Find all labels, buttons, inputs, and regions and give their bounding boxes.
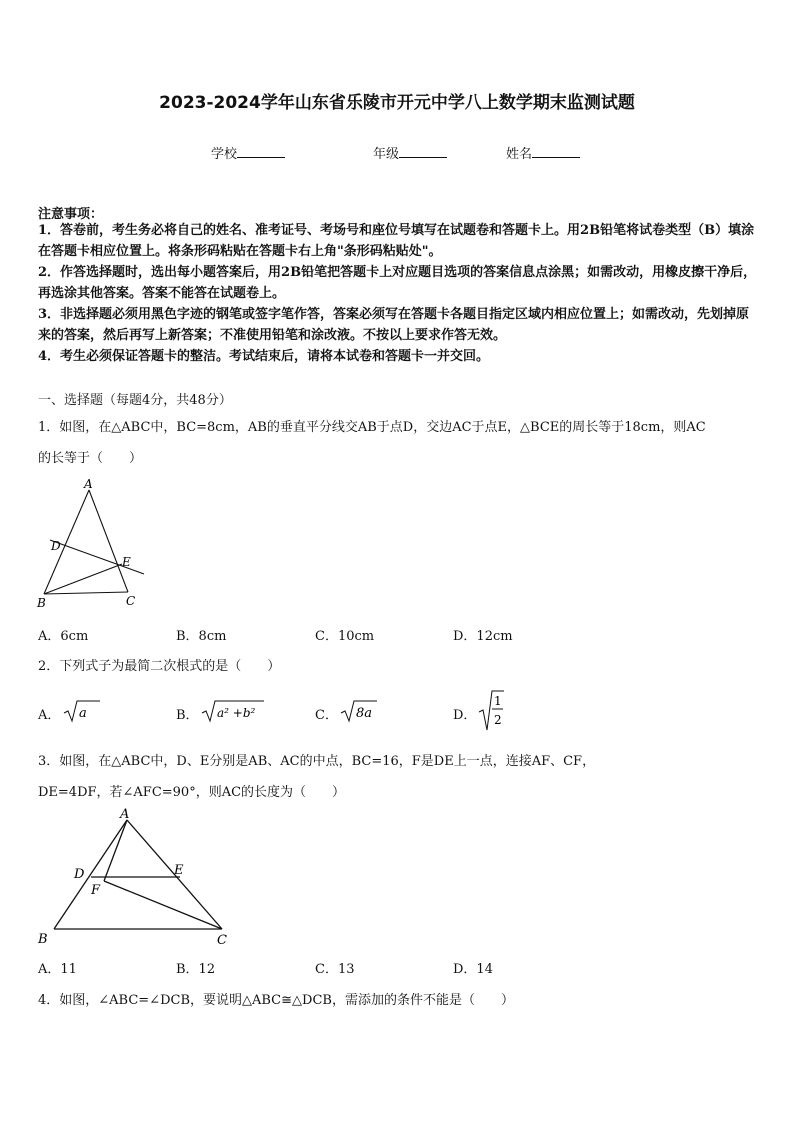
name-label: 姓名 [506, 147, 533, 162]
notice-item-3: 3．非选择题必须用黑色字迹的钢笔或签字笔作答，答案必须写在答题卡各题目指定区域内相应位置上；如需改动，先划掉原来的答案，然后再写上新答案；不准使用铅笔和涂改液。不按以上要求作答无效。 [38, 307, 750, 343]
page-title: 2023-2024学年山东省乐陵市开元中学八上数学期末监测试题 [159, 93, 635, 113]
q2-option-d-num: 1 [494, 694, 502, 708]
q4-stem: 4．如图，∠ABC=∠DCB，要说明△ABC≅△DCB，需添加的条件不能是（ ） [38, 993, 514, 1008]
q1-label-e: E [122, 555, 131, 569]
q2-option-c-expr: 8a [356, 706, 373, 721]
notice-item-1: 1．答卷前，考生务必将自己的姓名、准考证号、考场号和座位号填写在试题卷和答题卡上。用2B铅笔将试卷类型（B）填涂在答题卡相应位置上。将条形码粘贴在答题卡右上角"条形码粘贴处"。 [38, 223, 755, 259]
q3-label-a: A [120, 807, 130, 822]
q1-stem-line2: 的长等于（ ） [38, 451, 143, 466]
q1-label-a: A [84, 477, 93, 491]
q1-label-d: D [51, 539, 61, 553]
q2-option-b-radical [200, 697, 266, 725]
name-blank [532, 145, 580, 158]
q3-option-a: A．11 [38, 962, 77, 977]
q3-option-c: C．13 [315, 962, 355, 977]
q1-label-c: C [126, 594, 136, 608]
q1-triangle-figure [36, 476, 156, 612]
school-field [211, 143, 285, 162]
q1-option-c: C．10cm [315, 629, 375, 644]
q2-option-d-radical [477, 688, 505, 732]
q1-option-d: D．12cm [453, 629, 513, 644]
notice-item-2: 2．作答选择题时，选出每小题答案后，用2B铅笔把答题卡上对应题目选项的答案信息点涂黑；如需改动，用橡皮擦干净后，再选涂其他答案。答案不能答在试题卷上。 [38, 265, 757, 301]
q1-option-a: A．6cm [38, 629, 89, 644]
q3-option-b: B．12 [176, 962, 216, 977]
q2-option-a-radical [62, 697, 102, 725]
q2-option-d-den: 2 [494, 713, 502, 727]
q3-triangle-figure [34, 806, 234, 950]
q3-label-b: B [38, 932, 48, 947]
q2-option-c [315, 704, 338, 723]
grade-field [373, 143, 447, 162]
q2-option-a-expr: a [79, 706, 87, 721]
q3-label-c: C [217, 933, 227, 948]
q3-label-f: F [91, 883, 101, 898]
q1-label-b: B [37, 596, 46, 610]
q3-stem-line2: DE=4DF，若∠AFC=90°，则AC的长度为（ ） [38, 785, 346, 800]
school-blank [237, 145, 285, 158]
q2-option-a [38, 704, 60, 723]
section-heading: 一、选择题（每题4分，共48分） [38, 393, 232, 408]
school-label: 学校 [211, 147, 238, 162]
q2-option-b-expr: a² +b² [217, 706, 256, 720]
grade-blank [399, 145, 447, 158]
grade-label: 年级 [373, 147, 400, 162]
q3-stem-line1: 3．如图，在△ABC中，D、E分别是AB、AC的中点，BC=16，F是DE上一点，连接AF、CF， [38, 754, 596, 769]
q2-option-a-label: A． [38, 708, 61, 723]
notice-heading: 注意事项： [38, 207, 104, 222]
q3-label-e: E [174, 863, 184, 878]
notice-item-4: 4．考生必须保证答题卡的整洁。考试结束后，请将本试卷和答题卡一并交回。 [38, 349, 490, 364]
q1-option-b: B．8cm [176, 629, 227, 644]
q2-option-c-label: C． [315, 708, 338, 723]
q2-option-b [176, 704, 199, 723]
q2-option-d-label: D． [453, 708, 477, 723]
q2-stem: 2．下列式子为最简二次根式的是（ ） [38, 659, 281, 674]
q2-option-d [453, 704, 476, 723]
q2-option-b-label: B． [176, 708, 199, 723]
q2-option-c-radical [339, 697, 379, 725]
name-field [506, 143, 580, 162]
q1-stem-line1: 1．如图，在△ABC中，BC=8cm，AB的垂直平分线交AB于点D，交边AC于点E，△BCE的周长等于18cm，则AC [38, 420, 706, 435]
q3-label-d: D [74, 867, 85, 882]
q3-option-d: D．14 [453, 962, 493, 977]
